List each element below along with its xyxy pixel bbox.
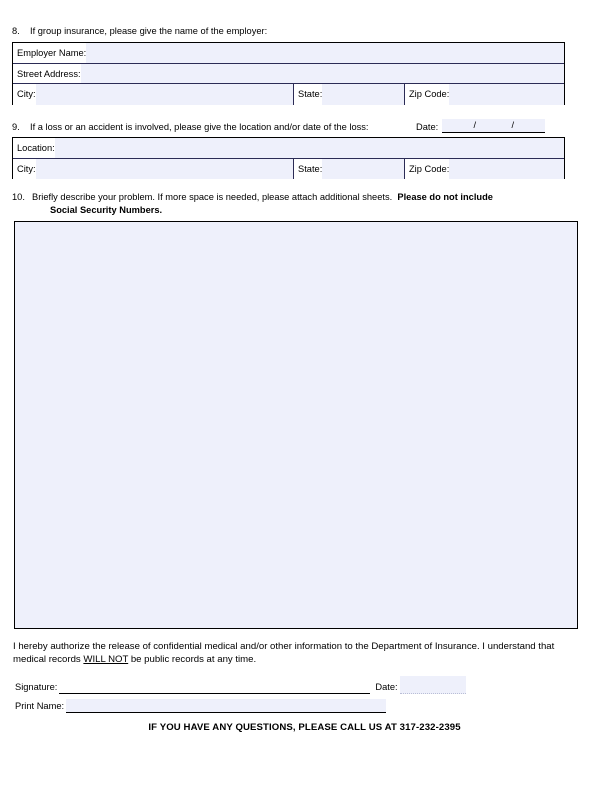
authorization-text-part-2: be public records at any time.	[128, 654, 257, 666]
signature-date-label: Date:	[375, 682, 398, 692]
question-10-warning-line-2: Social Security Numbers.	[50, 205, 163, 215]
print-name-input[interactable]	[66, 699, 386, 713]
loss-city-state-zip-row	[13, 159, 564, 180]
employer-city-label: City:	[13, 84, 36, 105]
question-9-number: 9.	[12, 122, 20, 132]
employer-zip-label: Zip Code:	[405, 84, 449, 105]
question-9-text: If a loss or an accident is involved, please give the location and/or date of the loss:	[30, 122, 369, 132]
employer-street-address-row	[13, 64, 564, 85]
print-name-row	[15, 699, 386, 713]
question-10-text: Briefly describe your problem. If more space is needed, please attach additional sheets.	[32, 192, 393, 202]
employer-name-row	[13, 43, 564, 64]
employer-zip-cell[interactable]	[405, 84, 564, 105]
employer-street-address-label: Street Address:	[13, 64, 81, 84]
authorization-text-part-1: I hereby authorize the release of confidential medical and/or other information to the Department of Insurance. I understand that medical records	[13, 641, 555, 666]
loss-zip-cell[interactable]	[405, 159, 564, 180]
loss-location-label: Location:	[13, 138, 55, 158]
loss-state-cell[interactable]	[294, 159, 405, 180]
loss-location-cell[interactable]	[13, 138, 564, 158]
authorization-paragraph	[13, 640, 569, 667]
loss-city-cell[interactable]	[13, 159, 294, 180]
loss-location-row	[13, 138, 564, 159]
loss-date-label: Date:	[416, 122, 439, 132]
question-9-table	[12, 137, 565, 179]
contact-footer: IF YOU HAVE ANY QUESTIONS, PLEASE CALL US AT 317-232-2395	[148, 722, 461, 733]
signature-label: Signature:	[15, 682, 58, 692]
employer-street-address-cell[interactable]	[13, 64, 564, 84]
loss-city-label: City:	[13, 159, 36, 180]
question-9-heading	[12, 121, 369, 133]
employer-name-label: Employer Name:	[13, 43, 86, 63]
question-8-heading	[12, 25, 267, 37]
employer-state-cell[interactable]	[294, 84, 405, 105]
signature-date-input[interactable]	[400, 676, 466, 694]
question-8-table	[12, 42, 565, 105]
loss-zip-label: Zip Code:	[405, 159, 449, 180]
loss-date-month-input[interactable]	[442, 119, 469, 133]
authorization-emphasis: WILL NOT	[83, 654, 129, 666]
signature-input[interactable]	[59, 680, 370, 694]
employer-city-cell[interactable]	[13, 84, 294, 105]
question-10-number: 10.	[12, 192, 25, 202]
employer-state-label: State:	[294, 84, 322, 105]
signature-row	[15, 676, 466, 694]
loss-date-day-input[interactable]	[480, 119, 507, 133]
question-10-heading-line-1	[12, 191, 493, 203]
question-10-warning-line-1: Please do not include	[397, 192, 493, 202]
problem-description-textarea[interactable]	[14, 221, 578, 629]
loss-date-year-input[interactable]	[518, 119, 545, 133]
employer-city-state-zip-row	[13, 84, 564, 105]
question-8-text: If group insurance, please give the name of the employer:	[30, 26, 268, 36]
print-name-label: Print Name:	[15, 701, 65, 711]
employer-name-cell[interactable]	[13, 43, 564, 63]
question-8-number: 8.	[12, 26, 20, 36]
loss-date-separator-1: /	[469, 119, 480, 133]
loss-date-separator-2: /	[507, 119, 518, 133]
loss-date-field	[416, 119, 545, 133]
loss-state-label: State:	[294, 159, 322, 180]
